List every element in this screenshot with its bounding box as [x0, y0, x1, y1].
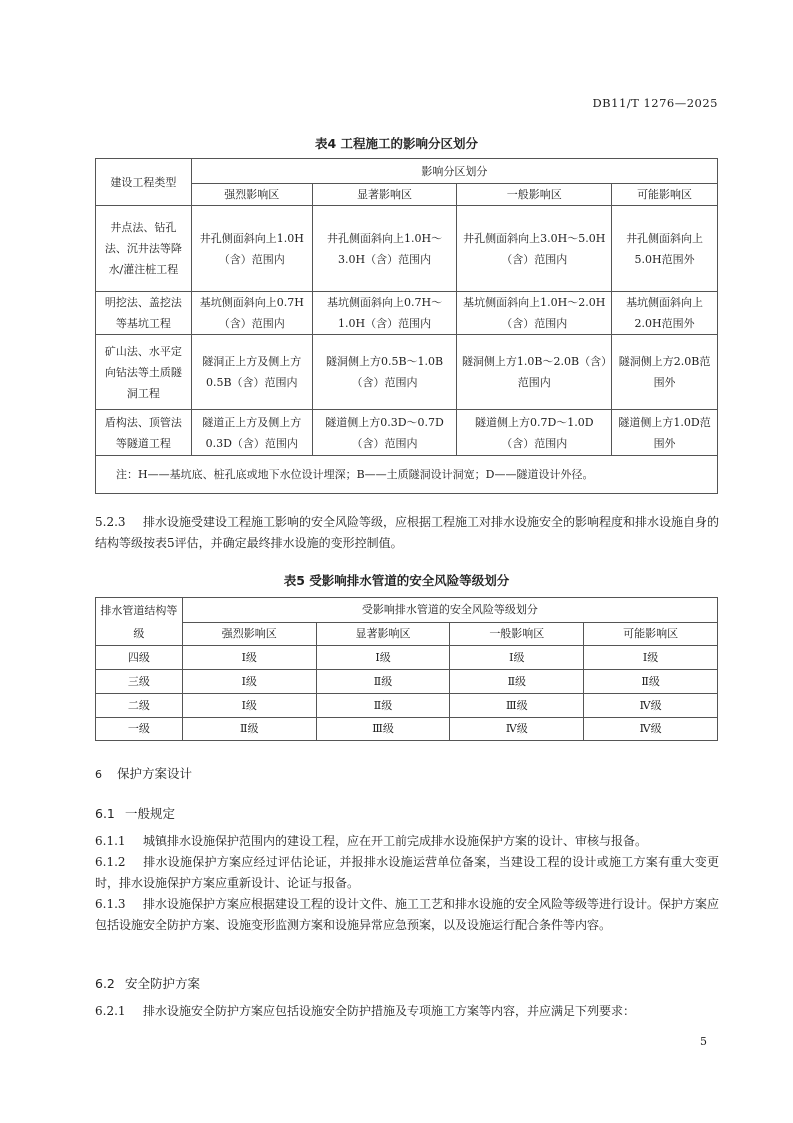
cell: Ⅰ级	[316, 646, 450, 670]
cell: Ⅰ级	[182, 646, 316, 670]
clause-5-2-3	[95, 512, 719, 554]
clause-text: 排水设施受建设工程施工影响的安全风险等级，应根据工程施工对排水设施安全的影响程度和排水设施自身的结构等级按表5评估，并确定最终排水设施的变形控制值。	[95, 515, 720, 550]
section-6-heading	[95, 764, 192, 782]
table4-zone-header: 强烈影响区	[191, 184, 312, 206]
table4-zone-header: 一般影响区	[457, 184, 612, 206]
section-6-1-heading	[95, 804, 175, 822]
cell: Ⅳ级	[584, 718, 718, 741]
cell: 井孔侧面斜向上1.0H（含）范围内	[191, 206, 312, 292]
section-6-2-heading	[95, 974, 200, 992]
cell: 井孔侧面斜向上3.0H～5.0H（含）范围内	[457, 206, 612, 292]
cell: 隧道侧上方1.0D范围外	[612, 410, 718, 456]
cell: Ⅰ级	[182, 670, 316, 694]
row-level: 二级	[96, 694, 183, 718]
table-row	[96, 410, 718, 456]
table-row	[96, 206, 718, 292]
section-title: 安全防护方案	[125, 976, 201, 991]
clause-6-1-2	[95, 852, 719, 894]
cell: 隧洞正上方及侧上方0.5B（含）范围内	[191, 335, 312, 410]
table5-caption: 表5 受影响排水管道的安全风险等级划分	[283, 573, 510, 588]
table4-impact-zones	[95, 158, 718, 494]
table-row	[96, 646, 718, 670]
table-row	[96, 292, 718, 335]
clause-text: 排水设施保护方案应根据建设工程的设计文件、施工工艺和排水设施的安全风险等级等进行设计。保护方案应包括设施安全防护方案、设施变形监测方案和设施异常应急预案，以及设施运行配合条件等内容。	[95, 897, 720, 932]
cell: 隧道侧上方0.7D～1.0D（含）范围内	[457, 410, 612, 456]
clause-text: 城镇排水设施保护范围内的建设工程，应在开工前完成排水设施保护方案的设计、审核与报备。	[143, 834, 648, 848]
table5-col-header-level: 排水管道结构等级	[96, 598, 183, 646]
table4-zone-header: 可能影响区	[612, 184, 718, 206]
row-type: 盾构法、顶管法等隧道工程	[96, 410, 192, 456]
cell: 隧道侧上方0.3D～0.7D（含）范围内	[312, 410, 457, 456]
cell: Ⅱ级	[316, 694, 450, 718]
section-number: 6	[95, 768, 102, 781]
section-title: 一般规定	[125, 806, 176, 821]
clause-number: 6.1.1	[95, 834, 126, 848]
table5-zone-header: 可能影响区	[584, 623, 718, 646]
cell: Ⅲ级	[316, 718, 450, 741]
table-row	[96, 718, 718, 741]
section-number: 6.2	[95, 976, 115, 991]
table-row	[96, 670, 718, 694]
table-row	[96, 335, 718, 410]
table4-note: 注：H——基坑底、桩孔底或地下水位设计埋深；B——土质隧洞设计洞宽；D——隧道设计外径。	[96, 456, 718, 494]
cell: Ⅳ级	[450, 718, 584, 741]
table5-zone-header: 一般影响区	[450, 623, 584, 646]
table5-risk-levels	[95, 597, 718, 741]
clause-6-1-1	[95, 831, 719, 852]
row-type: 井点法、钻孔法、沉井法等降水/灌注桩工程	[96, 206, 192, 292]
clause-6-2-1	[95, 1001, 719, 1022]
row-level: 一级	[96, 718, 183, 741]
cell: 隧道正上方及侧上方0.3D（含）范围内	[191, 410, 312, 456]
table4-col-header-type: 建设工程类型	[96, 159, 192, 206]
cell: Ⅰ级	[584, 646, 718, 670]
cell: 基坑侧面斜向上2.0H范围外	[612, 292, 718, 335]
cell: Ⅲ级	[450, 694, 584, 718]
section-title: 保护方案设计	[117, 766, 193, 781]
document-number: DB11/T 1276—2025	[592, 96, 718, 110]
cell: Ⅱ级	[182, 718, 316, 741]
cell: Ⅳ级	[584, 694, 718, 718]
table4-caption: 表4 工程施工的影响分区划分	[314, 136, 479, 151]
cell: 隧洞侧上方0.5B～1.0B（含）范围内	[312, 335, 457, 410]
cell: Ⅰ级	[182, 694, 316, 718]
cell: 隧洞侧上方1.0B～2.0B（含）范围内	[457, 335, 612, 410]
clause-number: 6.1.2	[95, 855, 126, 869]
page-number: 5	[700, 1035, 707, 1048]
cell: Ⅱ级	[584, 670, 718, 694]
table4-zone-header: 显著影响区	[312, 184, 457, 206]
table5-zone-header: 强烈影响区	[182, 623, 316, 646]
table5-group-header: 受影响排水管道的安全风险等级划分	[182, 598, 717, 623]
cell: Ⅱ级	[316, 670, 450, 694]
clause-number: 6.1.3	[95, 897, 126, 911]
cell: 井孔侧面斜向上5.0H范围外	[612, 206, 718, 292]
section-number: 6.1	[95, 806, 115, 821]
cell: 井孔侧面斜向上1.0H～3.0H（含）范围内	[312, 206, 457, 292]
clause-6-1-3	[95, 894, 719, 936]
clause-text: 排水设施安全防护方案应包括设施安全防护措施及专项施工方案等内容，并应满足下列要求：	[143, 1004, 636, 1018]
cell: 基坑侧面斜向上0.7H（含）范围内	[191, 292, 312, 335]
table-row	[96, 694, 718, 718]
cell: 隧洞侧上方2.0B范围外	[612, 335, 718, 410]
row-type: 明挖法、盖挖法等基坑工程	[96, 292, 192, 335]
clause-text: 排水设施保护方案应经过评估论证，并报排水设施运营单位备案，当建设工程的设计或施工方案有重大变更时，排水设施保护方案应重新设计、论证与报备。	[95, 855, 719, 890]
clause-number: 5.2.3	[95, 515, 126, 529]
cell: 基坑侧面斜向上0.7H～1.0H（含）范围内	[312, 292, 457, 335]
row-level: 四级	[96, 646, 183, 670]
row-type: 矿山法、水平定向钻法等土质隧洞工程	[96, 335, 192, 410]
table4-group-header: 影响分区划分	[191, 159, 717, 184]
cell: Ⅱ级	[450, 670, 584, 694]
table5-zone-header: 显著影响区	[316, 623, 450, 646]
row-level: 三级	[96, 670, 183, 694]
clause-number: 6.2.1	[95, 1004, 126, 1018]
cell: Ⅰ级	[450, 646, 584, 670]
cell: 基坑侧面斜向上1.0H～2.0H（含）范围内	[457, 292, 612, 335]
